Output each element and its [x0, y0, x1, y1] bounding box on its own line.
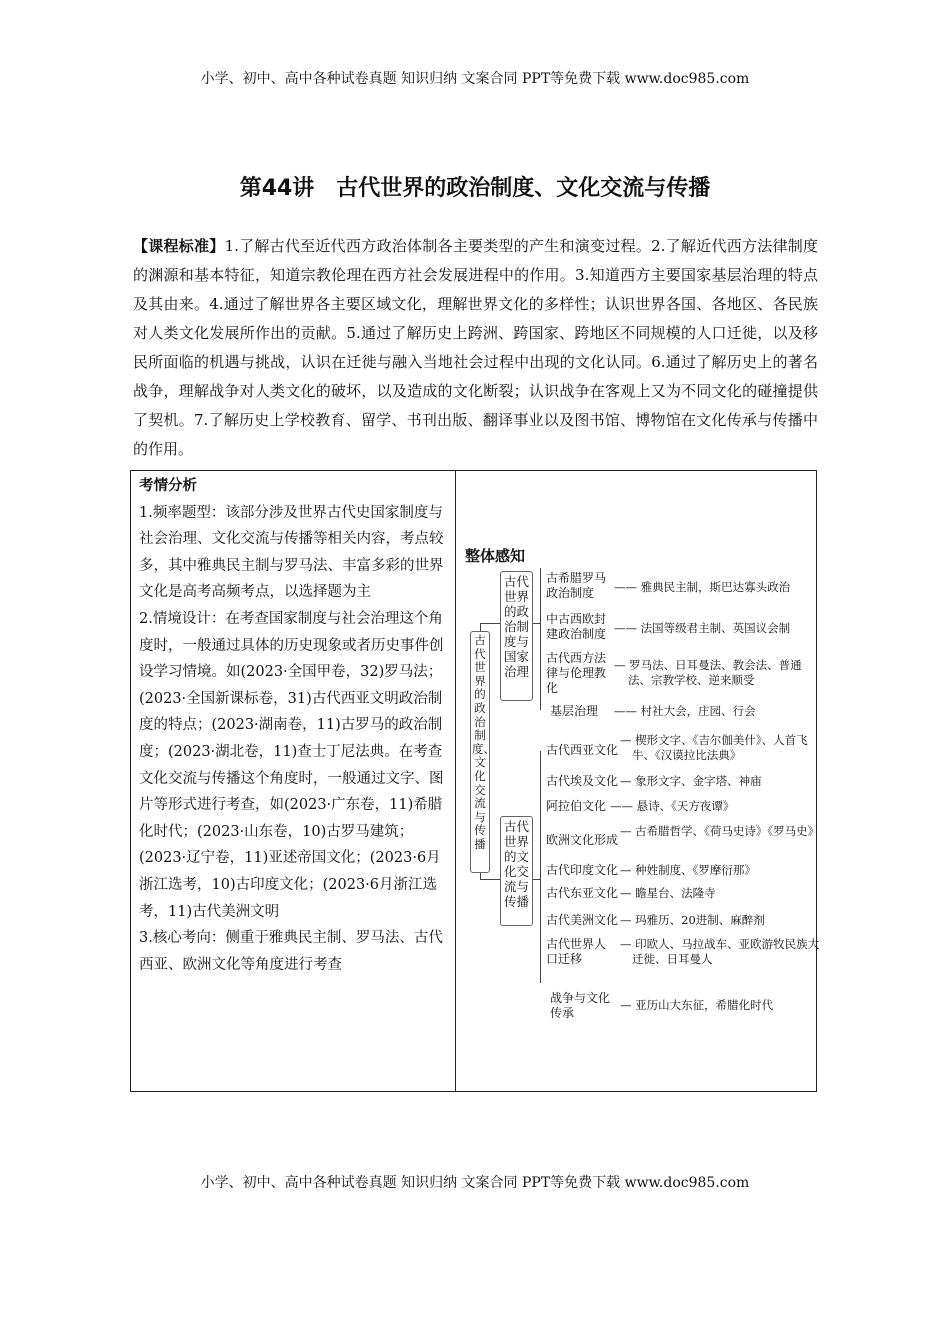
mindmap-topic: 古代美洲文化	[546, 913, 619, 927]
mindmap-detail: — 印欧人、马拉战车、亚欧游牧民族大迁徙、日耳曼人	[620, 937, 820, 966]
mindmap-topic: 古代世界人口迁移	[546, 937, 607, 966]
connector-line	[480, 623, 500, 624]
mindmap-detail: —— 悬诗、《天方夜谭》	[610, 799, 735, 813]
mindmap-heading: 整体感知	[465, 547, 526, 565]
mindmap-root: 古代世界的政治制度、文化交流与传播	[470, 631, 490, 873]
mindmap-detail: —— 雅典民主制，斯巴达寡头政治	[614, 580, 791, 594]
analysis-heading: 考情分析	[139, 478, 197, 494]
standard-text: 1.了解古代至近代西方政治体制各主要类型的产生和演变过程。2.了解近代西方法律制度的渊源和基本特征，知道宗教伦理在西方社会发展进程中的作用。3.知道西方主要国家基层治理的特点及其由来。4.通过了解世界各主要区域文化，理解世界文化的多样性；认识世界各国、各地区、各民族对人类文化发展所作出的贡献。5.通过了解历史上跨洲、跨国家、跨地区不同规模的人口迁徙，以及移民所面临的机遇与挑战，认识在迁徙与融入当地社会过程中出现的文化认同。6.通过了解历史上的著名战争，理解战争对人类文化的破坏，以及造成的文化断裂；认识战争在客观上又为不同文化的碰撞提供了契机。7.了解历史上学校教育、留学、书刊出版、翻译事业以及图书馆、博物馆在文化传承与传播中的作用。	[133, 237, 818, 458]
mindmap-topic: 古代印度文化	[546, 863, 619, 877]
page-title: 第44讲 古代世界的政治制度、文化交流与传播	[239, 176, 711, 201]
mindmap-detail: — 种姓制度、《罗摩衍那》	[620, 863, 756, 877]
mindmap-topic: 战争与文化传承	[550, 991, 611, 1020]
page-footer: 小学、初中、高中各种试卷真题 知识归纳 文案合同 PPT等免费下载 www.doc985.com	[200, 1175, 750, 1191]
mindmap-branch-culture: 古代世界的文化交流与传播	[500, 816, 533, 926]
connector-line	[540, 751, 541, 983]
standard-label: 【课程标准】	[133, 237, 225, 255]
analysis-core: 3.核心考向：侧重于雅典民主制、罗马法、古代西亚、欧洲文化等角度进行考查	[139, 930, 443, 973]
mindmap-detail: — 亚历山大东征，希腊化时代	[620, 998, 774, 1012]
mindmap-detail: — 罗马法、日耳曼法、教会法、普通法、宗教学校、逆来顺受	[614, 658, 802, 687]
mindmap-topic: 欧洲文化形成	[546, 833, 619, 847]
analysis-context: 2.情境设计：在考查国家制度与社会治理这个角度时，一般通过具体的历史现象或者历史事件创设学习情境。如(2023·全国甲卷，32)罗马法；(2023·全国新课标卷，31)古代西亚文明政治制度的特点；(2023·湖南卷，11)古罗马的政治制度；(2023·湖北卷，11)查士丁尼法典。在考查文化交流与传播这个角度时，一般通过文字、图片等形式进行考查，如(2023·广东卷，11)希腊化时代；(2023·山东卷，10)古罗马建筑；(2023·辽宁卷，11)亚述帝国文化；(2023·6月浙江选考，10)古印度文化；(2023·6月浙江选考，11)古代美洲文明	[139, 610, 444, 920]
mindmap-detail: — 玛雅历、20进制、麻醉剂	[620, 913, 765, 927]
mindmap-detail: —— 法国等级君主制、英国议会制	[614, 621, 791, 635]
connector-line	[533, 879, 540, 880]
connector-line	[480, 879, 500, 880]
mindmap-topic: 基层治理	[550, 704, 599, 718]
mindmap-topic: 古希腊罗马政治制度	[546, 571, 607, 600]
mindmap-detail: — 象形文字、金字塔、神庙	[620, 774, 762, 788]
course-standard	[133, 232, 818, 464]
overview-column	[456, 471, 820, 1091]
mindmap-topic: 中古西欧封建政治制度	[546, 612, 607, 641]
mindmap-detail: — 瞻星台、法隆寺	[620, 886, 716, 900]
mindmap-detail: —— 村社大会，庄园、行会	[614, 704, 756, 718]
mindmap-topic: 古代埃及文化	[546, 774, 619, 788]
mindmap-topic: 古代西方法律与伦理教化	[546, 651, 607, 695]
connector-line	[533, 623, 540, 624]
connector-line	[480, 623, 481, 631]
mindmap-topic: 阿拉伯文化	[546, 799, 607, 813]
mindmap-topic: 古代东亚文化	[546, 886, 619, 900]
mindmap-detail: — 楔形文字、《吉尔伽美什》、人首飞牛、《汉谟拉比法典》	[620, 733, 808, 762]
mindmap-branch-politics: 古代世界的政治制度与国家治理	[500, 571, 533, 701]
mindmap-detail: — 古希腊哲学、《荷马史诗》《罗马史》	[620, 824, 820, 838]
mindmap	[130, 471, 820, 1091]
analysis-table	[130, 470, 820, 1092]
mindmap-topic: 古代西亚文化	[546, 743, 619, 757]
connector-line	[540, 568, 541, 710]
analysis-frequency: 1.频率题型：该部分涉及世界古代史国家制度与社会治理、文化交流与传播等相关内容，考点较多，其中雅典民主制与罗马法、丰富多彩的世界文化是高考高频考点，以选择题为主	[139, 504, 444, 601]
page-header: 小学、初中、高中各种试卷真题 知识归纳 文案合同 PPT等免费下载 www.doc985.com	[200, 71, 750, 87]
